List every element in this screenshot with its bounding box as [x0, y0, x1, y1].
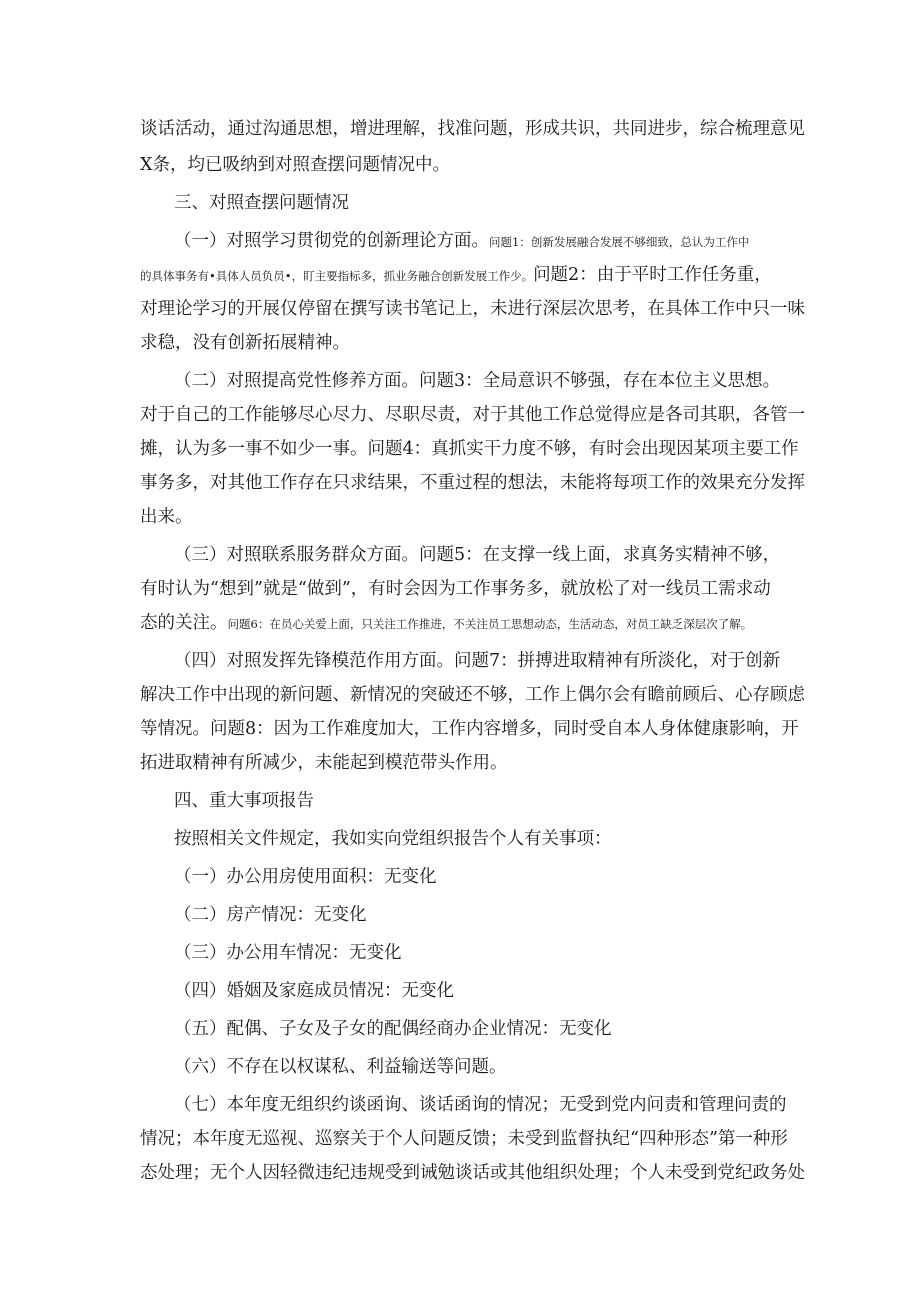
paragraph-4-line-3: 等情况。问题8：因为工作难度加大，工作内容增多，同时受自本人身体健康影响，开 [140, 719, 799, 739]
paragraph-4-line-1: （四）对照发挥先锋模范作用方面。问题7：拼搏进取精神有所淡化，对于创新 [174, 651, 781, 671]
paragraph-4-line-4: 拓进取精神有所减少，未能起到模范带头作用。 [140, 753, 508, 773]
paragraph-3-line-2: 有时认为“想到”就是“做到”，有时会因为工作事务多，就放松了对一线员工需求动 [140, 579, 771, 599]
report-intro: 按照相关文件规定，我如实向党组织报告个人有关事项： [174, 829, 612, 849]
paragraph-1-small-2: 的具体事务有•具体人员负员•，盯主要指标多，抓业务融合创新发展工作少。 [140, 269, 534, 283]
paragraph-2-line-2: 对于自己的工作能够尽心尽力、尽职尽责，对于其他工作总觉得应是各司其职，各管一 [140, 405, 805, 425]
paragraph-2-line-1: （二）对照提高党性修养方面。问题3：全局意识不够强，存在本位主义思想。 [174, 371, 781, 391]
intro-line-2: X条，均已吸纳到对照查摆问题情况中。 [140, 155, 450, 175]
report-item-7-line-3: 态处理；无个人因轻微违纪违规受到诫勉谈话或其他组织处理；个人未受到党纪政务处 [140, 1163, 805, 1183]
paragraph-2-line-5: 出来。 [140, 507, 193, 527]
paragraph-2-line-3: 摊，认为多一事不如少一事。问题4：真抓实干力度不够，有时会出现因某项主要工作 [140, 439, 799, 459]
report-item-4: （四）婚姻及家庭成员情况：无变化 [174, 981, 454, 1001]
paragraph-1-line-3: 对理论学习的开展仅停留在撰写读书笔记上，未进行深层次思考，在具体工作中只一味 [140, 299, 805, 319]
paragraph-1-question-2: 问题2：由于平时工作任务重， [533, 265, 772, 285]
paragraph-3-tail: 态的关注。 [140, 613, 228, 633]
intro-line-1: 谈话活动，通过沟通思想，增进理解，找准问题，形成共识，共同进步，综合梳理意见 [140, 119, 805, 139]
section-heading-4: 四、重大事项报告 [174, 791, 314, 811]
paragraph-1-line-1 [174, 230, 834, 253]
paragraph-2-line-4: 事务多，对其他工作存在只求结果，不重过程的想法，未能将每项工作的效果充分发挥 [140, 473, 805, 493]
paragraph-3-question-6: 问题6：在员心关爱上面，只关注工作推进，不关注员工思想动态，生活动态，对员工缺乏深层次了解。 [227, 617, 753, 631]
section-heading-3: 三、对照查摆问题情况 [174, 193, 349, 213]
paragraph-1-line-2 [140, 264, 800, 287]
report-item-2: （二）房产情况：无变化 [174, 905, 367, 925]
report-item-6: （六）不存在以权谋私、利益输送等问题。 [174, 1057, 507, 1077]
paragraph-3-line-1: （三）对照联系服务群众方面。问题5：在支撑一线上面，求真务实精神不够， [174, 545, 781, 565]
paragraph-4-line-2: 解决工作中出现的新问题、新情况的突破还不够，工作上偶尔会有瞻前顾后、心存顾虑 [140, 685, 805, 705]
report-item-5: （五）配偶、子女及子女的配偶经商办企业情况：无变化 [174, 1019, 612, 1039]
paragraph-1-small-1: 问题1：创新发展融合发展不够细致，总认为工作中 [489, 235, 750, 249]
report-item-7-line-2: 情况；本年度无巡视、巡察关于个人问题反馈；未受到监督执纪“四种形态”第一种形 [140, 1129, 788, 1149]
report-item-1: （一）办公用房使用面积：无变化 [174, 867, 437, 887]
paragraph-1-head: （一）对照学习贯彻党的创新理论方面。 [174, 231, 489, 251]
paragraph-1-line-4: 求稳，没有创新拓展精神。 [140, 333, 350, 353]
report-item-3: （三）办公用车情况：无变化 [174, 943, 402, 963]
paragraph-3-line-3 [140, 612, 800, 635]
report-item-7-line-1: （七）本年度无组织约谈函询、谈话函询的情况；无受到党内问责和管理问责的 [174, 1095, 787, 1115]
